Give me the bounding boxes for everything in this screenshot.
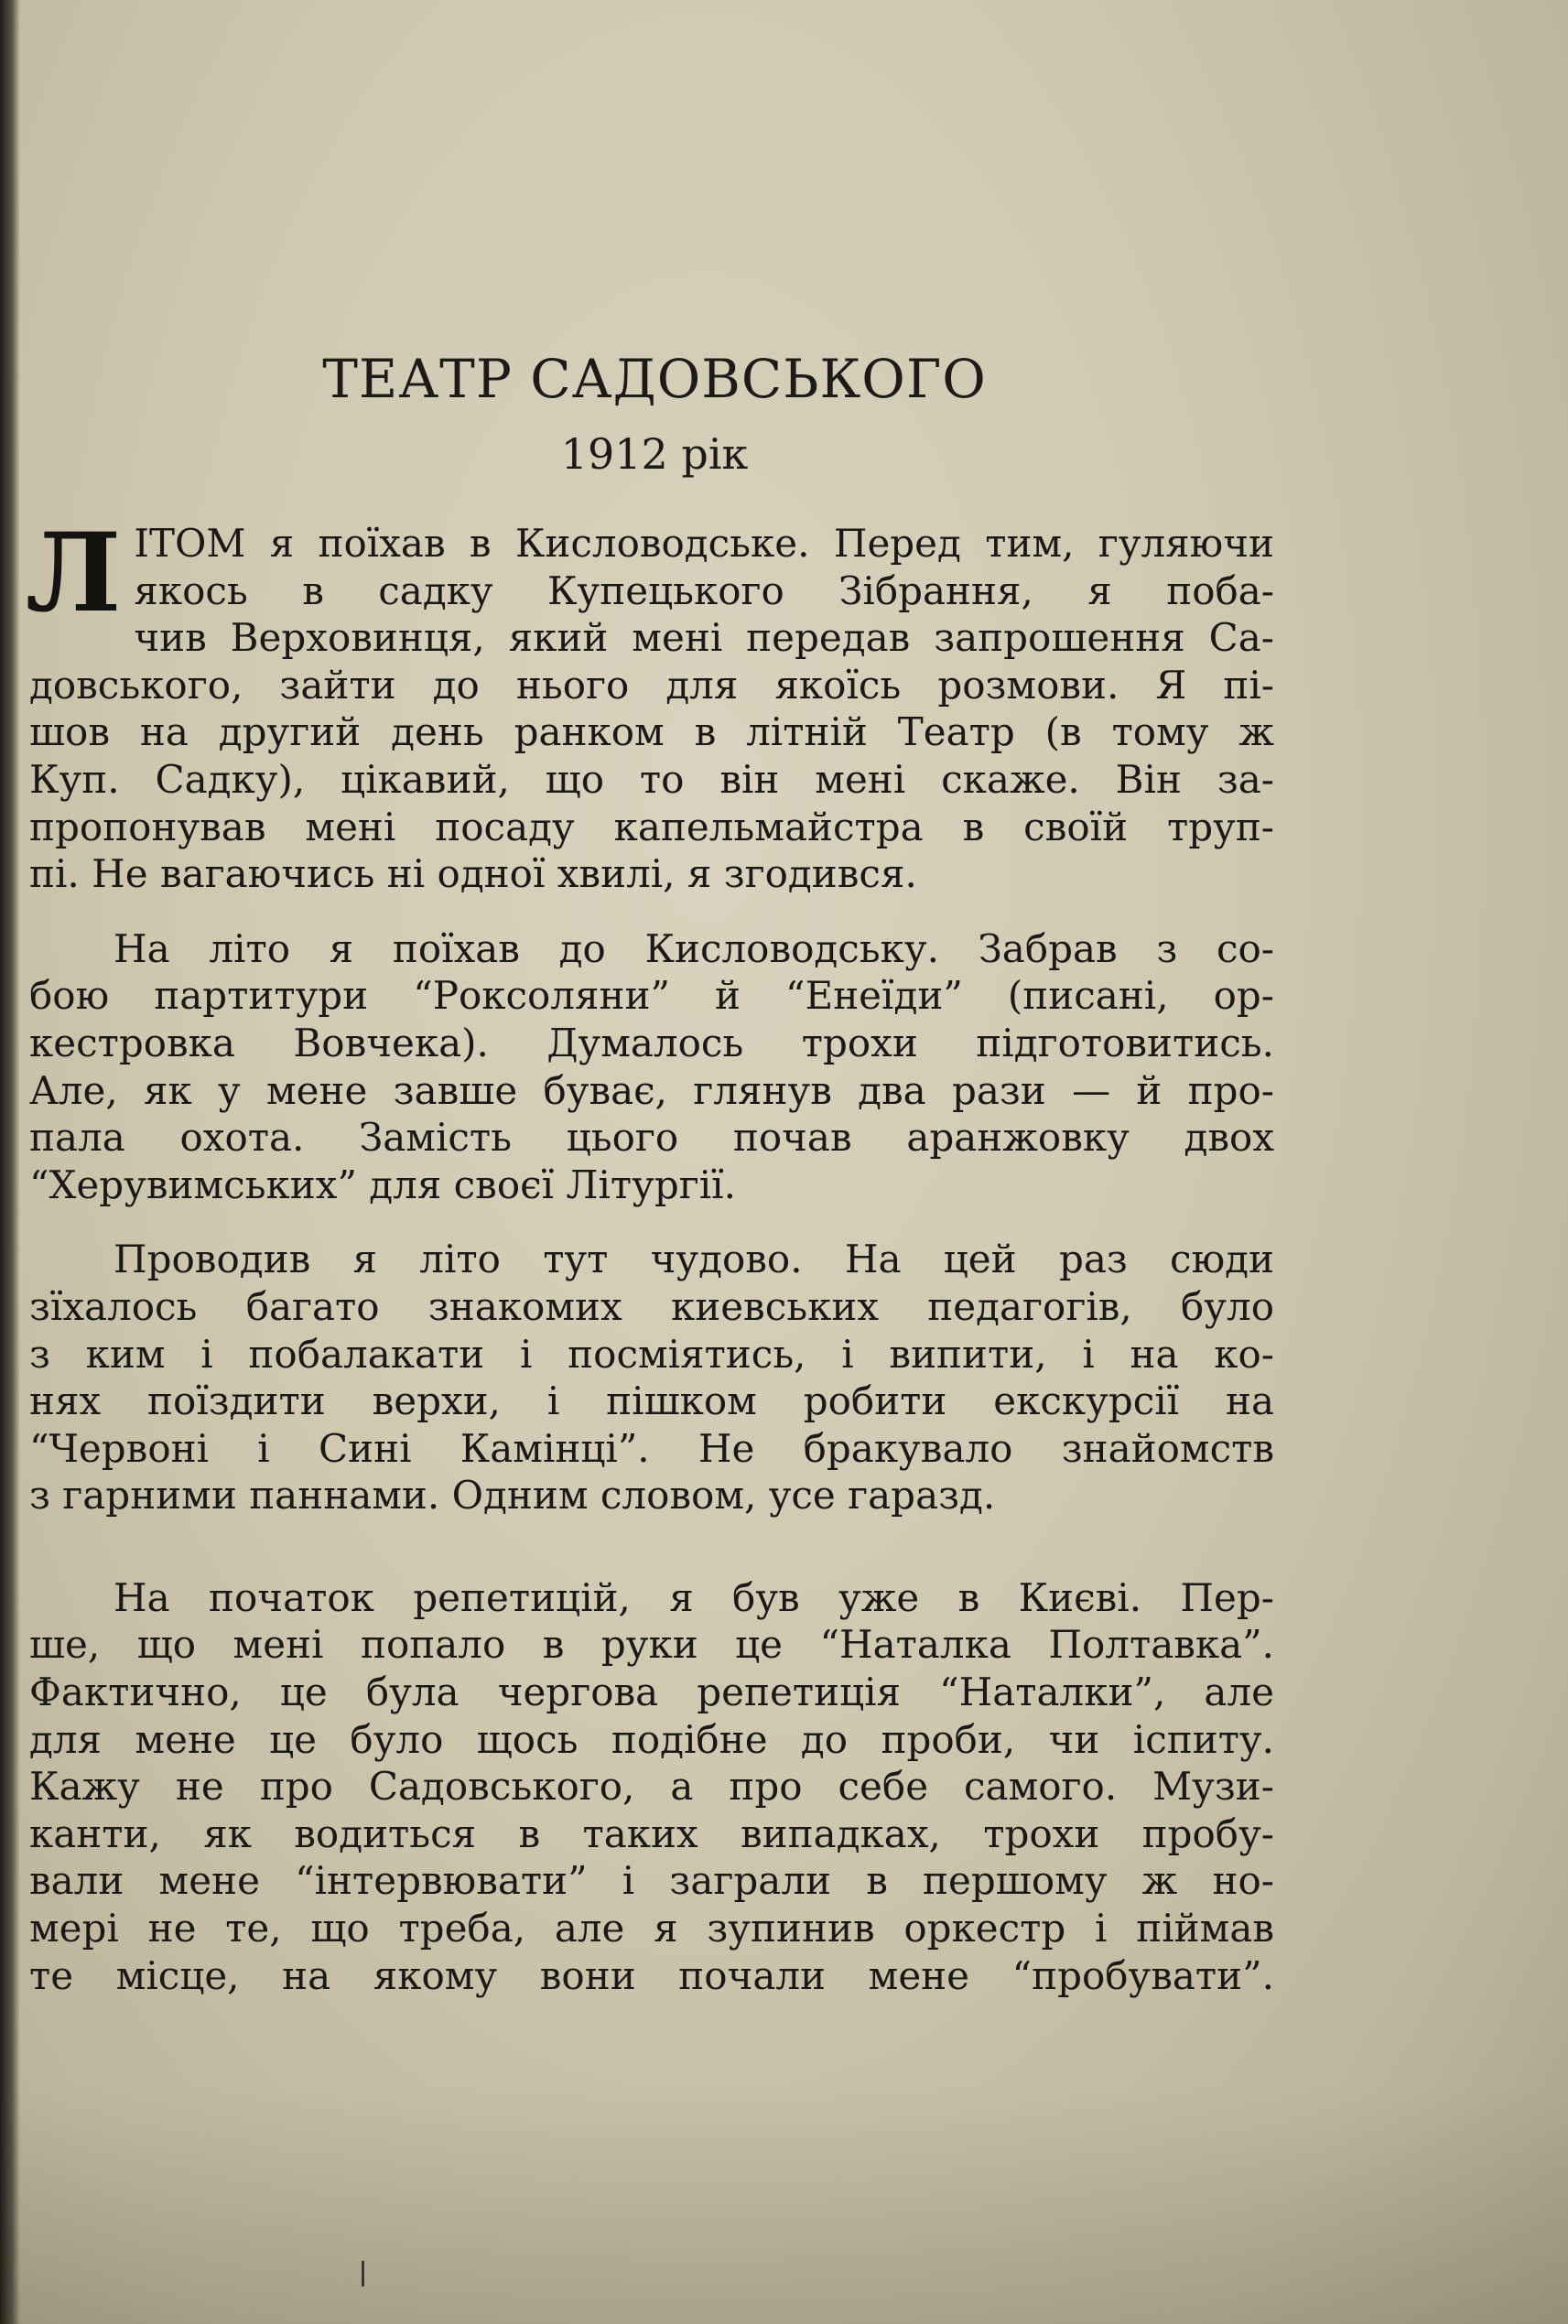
text-line: “Червоні і Сині Камінці”. Не бракувало знайомств — [29, 1425, 1274, 1471]
text-line: Куп. Садку), цікавий, що то він мені скаже. Він за- — [29, 756, 1274, 802]
text-line: те місце, на якому вони почали мене “пробувати”. — [29, 1952, 1274, 1998]
text-line: бою партитури “Роксоляни” й “Енеїди” (писані, ор- — [29, 973, 1274, 1019]
text-line: з гарними паннами. Одним словом, усе гаразд. — [29, 1473, 996, 1519]
text-line: Але, як у мене завше буває, глянув два рази — й про- — [29, 1067, 1274, 1113]
text-line: довського, зайти до нього для якоїсь розмови. Я пі- — [29, 662, 1274, 708]
text-line: мері не те, що треба, але я зупинив оркестр і піймав — [29, 1906, 1274, 1951]
text-line: якось в садку Купецького Зібрання, я поба- — [134, 567, 1274, 613]
text-line: Проводив я літо тут чудово. На цей раз сюди — [114, 1237, 1274, 1282]
text-line: ше, що мені попало в руки це “Наталка Полтавка”. — [29, 1622, 1274, 1668]
text-line: Фактично, це була чергова репетиція “Наталки”, але — [29, 1670, 1274, 1715]
text-line: “Херувимських” для своєї Літургії. — [29, 1162, 736, 1207]
page-mark — [362, 2261, 364, 2286]
text-line: з ким і побалакати і посміятись, і випити, і на ко- — [29, 1331, 1274, 1377]
text-line: канти, як водиться в таких випадках, трохи пробу- — [29, 1811, 1274, 1856]
body-text — [26, 509, 1274, 1999]
paragraph-1 — [26, 509, 1274, 898]
text-line: пала охота. Замість цього почав аранжовку двох — [29, 1115, 1274, 1161]
page-shade — [0, 2086, 1568, 2324]
book-spine-shadow — [0, 0, 20, 2324]
text-line: пропонував мені посаду капельмайстра в своїй труп- — [29, 804, 1274, 849]
text-line: нях поїздити верхи, і пішком робити екскурсії на — [29, 1378, 1274, 1424]
text-line: шов на другий день ранком в літній Театр (в тому ж — [29, 709, 1274, 755]
text-line: пі. Не вагаючись ні одної хвилі, я згодився. — [29, 851, 917, 897]
text-line: для мене це було щось подібне до проби, чи іспиту. — [29, 1716, 1274, 1762]
text-line: вали мене “інтервювати” і заграли в першому ж но- — [29, 1858, 1274, 1904]
chapter-title: ТЕАТР САДОВСЬКОГО — [322, 348, 987, 410]
text-line: чив Верховинця, який мені передав запрошення Са- — [134, 615, 1274, 661]
text-line: Кажу не про Садовського, а про себе самого. Музи- — [29, 1764, 1274, 1810]
paragraph-3 — [29, 1236, 1274, 1519]
text-line: зїхалось багато знакомих киевських педагогів, було — [29, 1283, 1274, 1329]
paragraph-2 — [29, 925, 1274, 1209]
chapter-year: 1912 рік — [560, 429, 749, 479]
drop-cap: Л — [26, 509, 122, 636]
text-line: На літо я поїхав до Кисловодську. Забрав з со- — [114, 925, 1274, 971]
text-line: ІТОМ я поїхав в Кисловодське. Перед тим, гуляючи — [134, 521, 1274, 566]
text-line: кестровка Вовчека). Думалось трохи підготовитись. — [29, 1020, 1274, 1065]
text-line: На початок репетицій, я був уже в Києві. Пер- — [114, 1574, 1274, 1620]
paragraph-4 — [29, 1574, 1274, 1999]
